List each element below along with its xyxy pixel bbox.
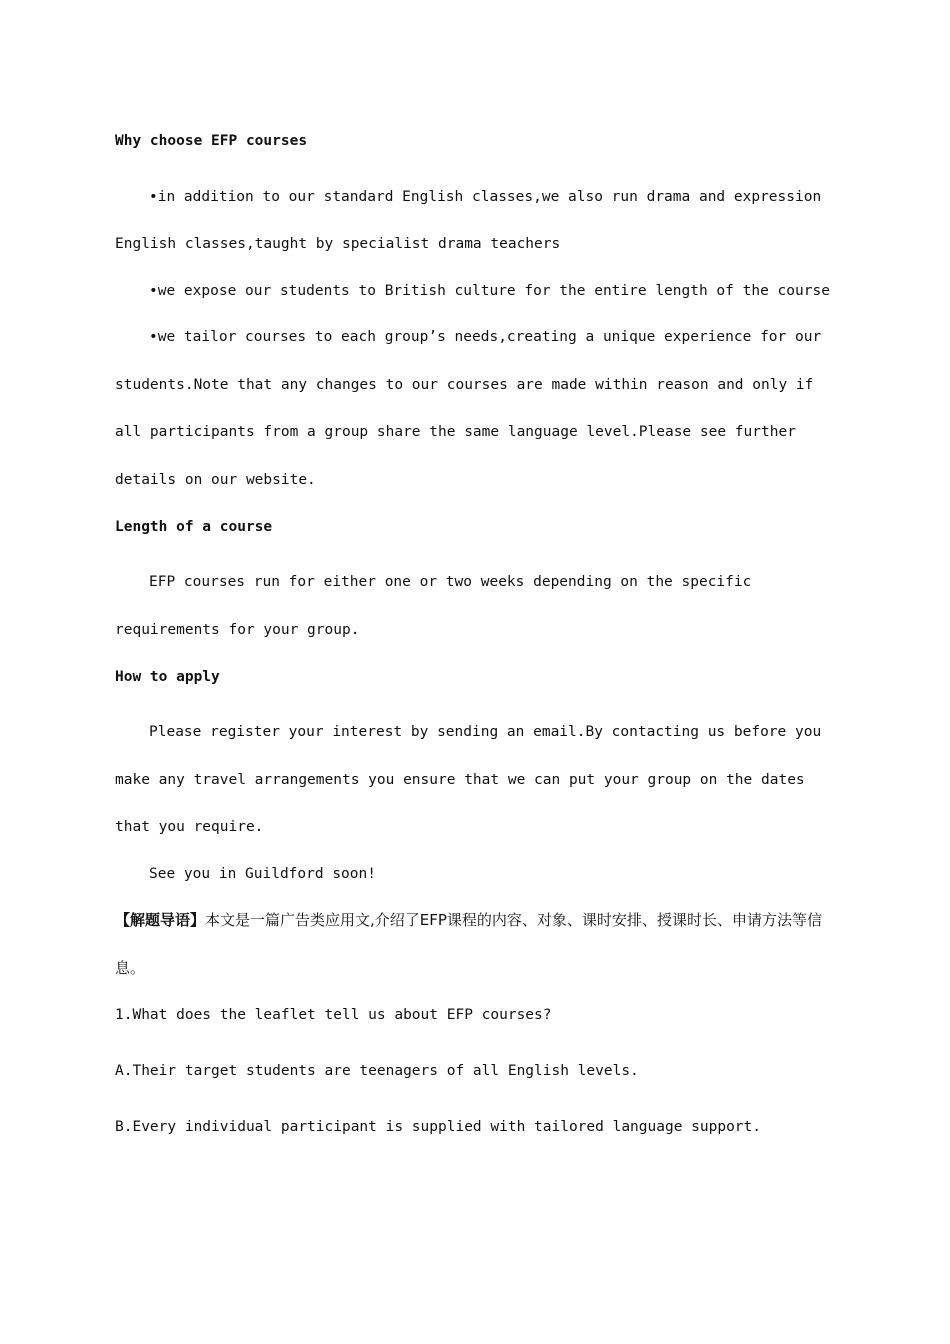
bullet-british-culture: •we expose our students to British culture for the entire length of the course	[149, 282, 830, 299]
reading-guide-note	[115, 897, 835, 992]
document-body	[115, 126, 835, 1168]
option-a: A.Their target students are teenagers of all English levels.	[115, 1062, 639, 1079]
apply-paragraph: Please register your interest by sending an email.By contacting us before you make any travel arrangements you ensure that we can put your group on the dates that you require.	[115, 724, 822, 835]
bullet-drama-classes: •in addition to our standard English classes,we also run drama and expression English classes,taught by specialist drama teachers	[115, 188, 822, 252]
apply-heading: How to apply	[115, 668, 220, 685]
option-b: B.Every individual participant is supplied with tailored language support.	[115, 1118, 762, 1135]
reading-guide-text: 本文是一篇广告类应用文,介绍了EFP课程的内容、对象、课时安排、授课时长、申请方法等信息。	[115, 911, 822, 977]
length-heading: Length of a course	[115, 518, 273, 535]
bullet-tailored-courses: •we tailor courses to each group’s needs,creating a unique experience for our students.Note that any changes to our courses are made within reason and only if all participants from a group share the same language level.Please see further details on our website.	[115, 329, 822, 488]
question-stem: 1.What does the leaflet tell us about EFP courses?	[115, 1006, 552, 1023]
why-choose-heading: Why choose EFP courses	[115, 133, 308, 149]
reading-guide-label: 【解题导语】	[115, 911, 206, 929]
closing-line: See you in Guildford soon!	[149, 865, 376, 882]
length-paragraph: EFP courses run for either one or two weeks depending on the specific requirements for your group.	[115, 574, 752, 638]
